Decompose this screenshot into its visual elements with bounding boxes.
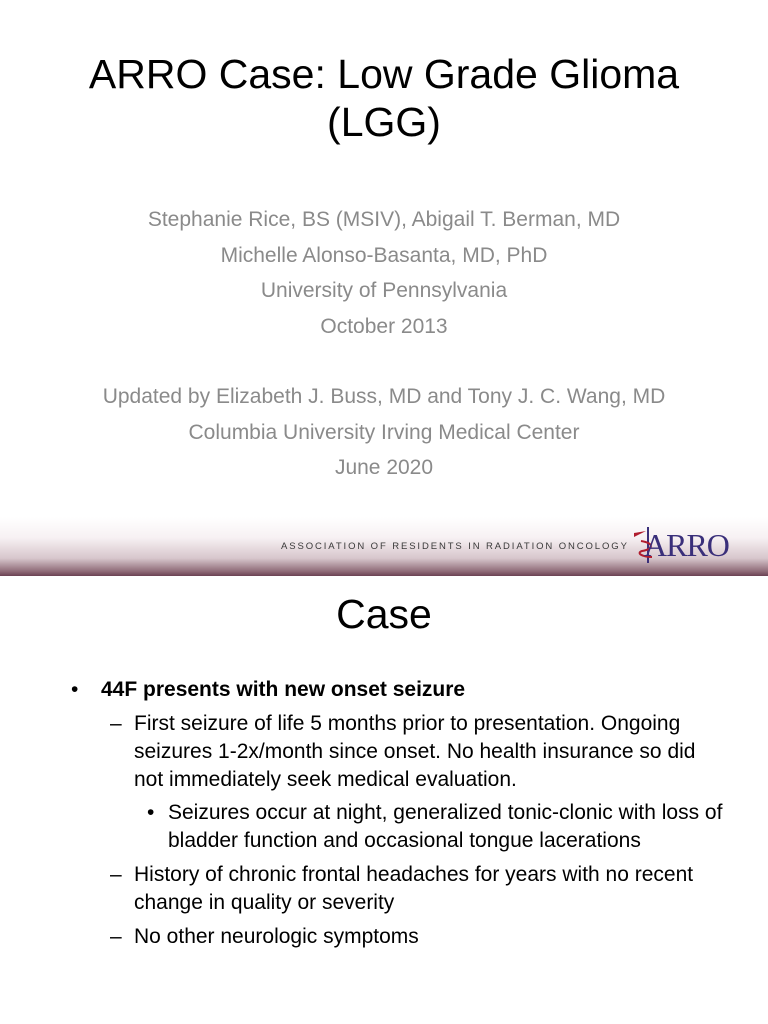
slide-title: [0, 50, 768, 146]
update-date-line: June 2020: [334, 456, 434, 479]
case-title: Case: [336, 591, 432, 637]
arro-logo-text: ARRO: [644, 527, 729, 563]
update-institution-line: Columbia University Irving Medical Center: [188, 420, 580, 444]
bullet-text: History of chronic frontal headaches for years with no recent change in quality or severity: [134, 863, 694, 914]
case-slide: [0, 576, 768, 1024]
bullet-marker: –: [110, 863, 122, 886]
footer-organization-name: ASSOCIATION OF RESIDENTS IN RADIATION ONCOLOGY: [281, 541, 629, 552]
bullet-text: 44F presents with new onset seizure: [101, 678, 466, 701]
case-bullet-list: [0, 676, 768, 951]
bullet-item-level-2: [0, 923, 714, 951]
author-line: Stephanie Rice, BS (MSIV), Abigail T. Berman, MD: [147, 208, 621, 231]
update-author-line: Updated by Elizabeth J. Buss, MD and Tony J. C. Wang, MD: [102, 385, 666, 408]
arro-logo: [632, 523, 744, 567]
bullet-item-level-2: [0, 861, 714, 917]
bullet-marker: –: [110, 712, 122, 735]
slide-title-line-2: (LGG): [327, 99, 441, 145]
author-block: [0, 202, 768, 486]
institution-line: University of Pennsylvania: [260, 279, 508, 302]
bullet-marker: –: [110, 925, 122, 948]
slide-title-line-1: ARRO Case: Low Grade Glioma: [88, 51, 680, 97]
bullet-text: No other neurologic symptoms: [134, 925, 419, 948]
bullet-marker: •: [71, 678, 79, 701]
author-line: Michelle Alonso-Basanta, MD, PhD: [220, 243, 548, 267]
bullet-item-level-3: [0, 799, 723, 855]
bullet-marker: •: [147, 801, 155, 824]
bullet-text: First seizure of life 5 months prior to presentation. Ongoing seizures 1-2x/month since onset. No health insurance so did not immediately seek medical evaluation.: [134, 712, 696, 791]
bullet-text: Seizures occur at night, generalized tonic-clonic with loss of bladder function and occasional tongue lacerations: [168, 801, 723, 852]
bullet-item-level-2: [0, 710, 714, 794]
date-line: October 2013: [320, 314, 448, 338]
bullet-item-level-1: [0, 676, 768, 704]
